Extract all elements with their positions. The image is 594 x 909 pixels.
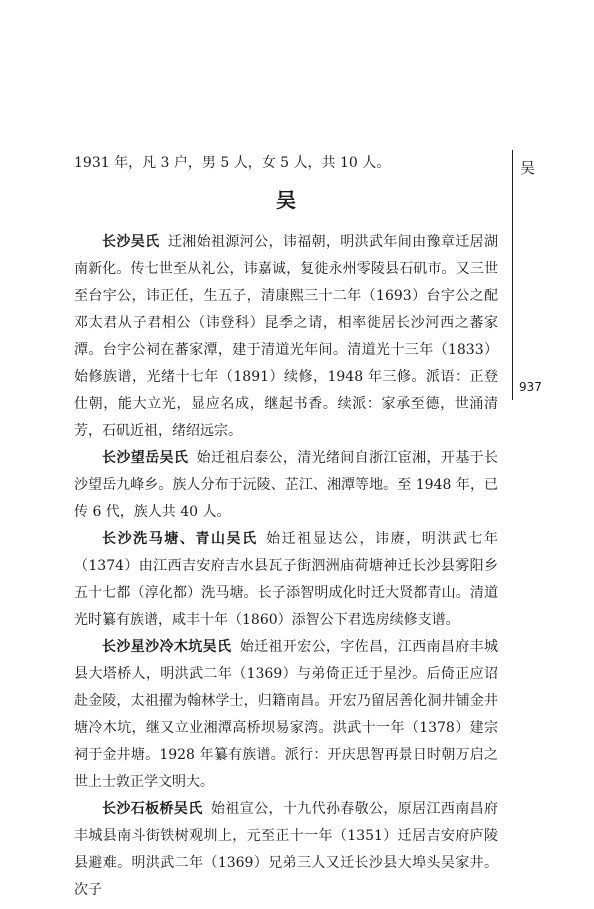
clan-entry bbox=[74, 229, 498, 445]
page-body bbox=[74, 150, 498, 904]
clan-entry-text: 始迁祖显达公，讳赓，明洪武七年（1374）由江西吉安府吉水县瓦子街泗洲庙荷塘神迁长沙县雾阳乡五十七都（淳化都）洗马塘。长子添智明成化时迁大贤都青山。清道光时纂有族谱，咸丰十年（1860）添智公下君选房续修支谱。 bbox=[74, 531, 499, 628]
clan-entry bbox=[74, 634, 498, 796]
clan-entry-text: 始迁祖启泰公，清光绪间自浙江宦湘，开基于长沙望岳九峰乡。族人分布于沅陵、芷江、湘潭等地。至 1948 年，已传 6 代，族人共 40 人。 bbox=[74, 450, 498, 520]
clan-entry-name: 长沙石板桥吴氏 bbox=[102, 801, 203, 817]
clan-entry-name: 长沙望岳吴氏 bbox=[102, 450, 189, 466]
clan-entry-name: 长沙吴氏 bbox=[102, 234, 160, 250]
clan-entry-text: 始迁祖开宏公，字佐昌，江西南昌府丰城县大塔桥人，明洪武二年（1369）与弟倚正迁于星沙。后倚正应诏赴金陵，太祖擢为翰林学士，归籍南昌。开宏乃留居善化洞井铺金井塘冷木坑，继又立业湘潭高桥坝易家湾。洪武十一年（1378）建宗祠于金井塘。1928 年纂有族谱。派行：开庆思智再景日时朝万启之世上士敦正学文明大。 bbox=[74, 639, 499, 790]
page-number: 937 bbox=[519, 380, 542, 394]
clan-entry bbox=[74, 445, 498, 526]
clan-entry-name: 长沙洗马塘、青山吴氏 bbox=[102, 531, 258, 547]
clan-entry-text: 迁湘始祖源河公，讳福朝，明洪武年间由豫章迁居湖南新化。传七世至从礼公，讳嘉诚，复徙永州零陵县石矶市。又三世至台宇公，讳正任，生五子，清康熙三十二年（1693）台宇公之配邓太君从子君相公（讳登科）昆季之请，相率徙居长沙河西之蕃家潭。台宇公祠在蕃家潭，建于清道光年间。清道光十三年（1833）始修族谱，光绪十七年（1891）续修，1948 年三修。派语：正登仕朝，能大立光，显应名成，继起书香。续派：家承至德，世涌清芳，石矶近祖，绪绍远宗。 bbox=[74, 234, 499, 439]
section-title: 吴 bbox=[276, 188, 296, 212]
clan-entry-name: 长沙星沙冷木坑吴氏 bbox=[102, 639, 232, 655]
clan-entry bbox=[74, 796, 498, 904]
clan-entry bbox=[74, 526, 498, 634]
running-header-surname: 吴 bbox=[520, 159, 536, 177]
clan-entry-text: 始祖宣公，十九代孙春敬公，原居江西南昌府丰城县南斗街铁树观圳上，元至正十一年（1351）迁居吉安府庐陵县避难。明洪武二年（1369）兄弟三人又迁长沙县大埠头吴家井。次子 bbox=[74, 801, 499, 898]
margin-divider-line bbox=[512, 150, 513, 400]
intro-line: 1931 年，凡 3 户，男 5 人，女 5 人，共 10 人。 bbox=[74, 155, 391, 171]
